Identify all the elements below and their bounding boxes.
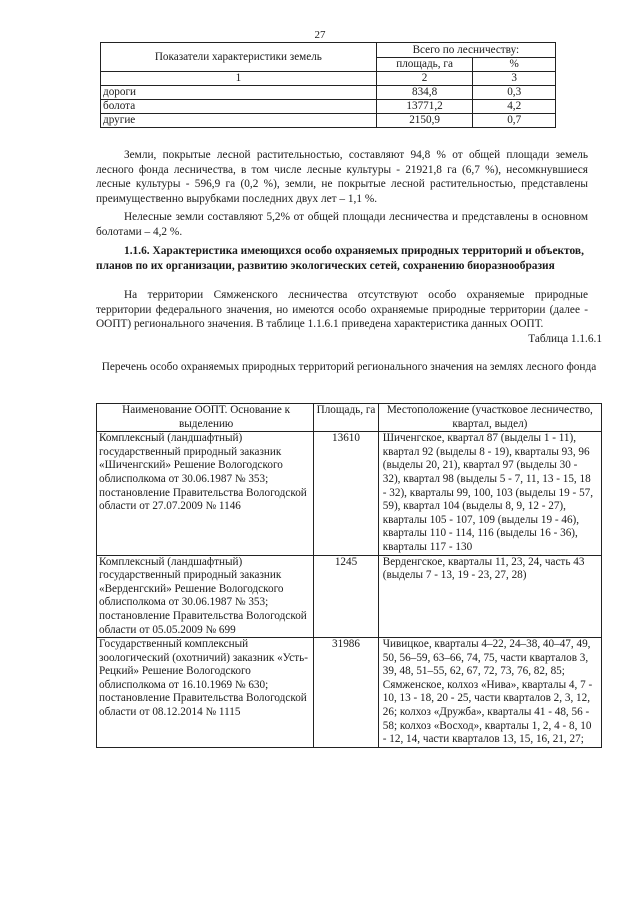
row-name: другие (101, 114, 377, 128)
table1-header-pct: % (473, 58, 556, 72)
table-row (97, 555, 602, 638)
table-row (101, 86, 556, 100)
oopt-name: Комплексный (ландшафтный) государственный природный заказник «Шиченгский» Решение Вологодского облисполкома от 30.06.1987 № 353; постановление Правительства Вологодской области от 27.07.2009 № 1146 (97, 432, 314, 555)
oopt-location: Верденгское, кварталы 11, 23, 24, часть 43 (выделы 7 - 13, 19 - 23, 27, 28) (378, 555, 601, 638)
table1-colnum-3: 3 (473, 72, 556, 86)
oopt-name: Государственный комплексный зоологический (охотничий) заказник «Усть-Рецкий» Решение Вологодского облисполкома от 16.10.1969 № 630; постановление Правительства Вологодской области от 08.12.2014 № 1115 (97, 638, 314, 748)
row-pct: 0,7 (473, 114, 556, 128)
row-name: дороги (101, 86, 377, 100)
oopt-header-name: Наименование ООПТ. Основание к выделению (97, 404, 314, 432)
table1-header-indicator: Показатели характеристики земель (101, 43, 377, 72)
paragraph-nonforest (96, 210, 588, 239)
row-pct: 4,2 (473, 100, 556, 114)
table-label: Таблица 1.1.6.1 (528, 333, 602, 345)
land-characteristics-table (100, 42, 556, 128)
table-caption: Перечень особо охраняемых природных территорий регионального значения на землях лесного фонда (101, 361, 597, 373)
paragraph-oopt-intro (96, 288, 588, 332)
oopt-location: Шиченгское, квартал 87 (выделы 1 - 11), квартал 92 (выделы 8 - 19), кварталы 93, 96 (выделы 20, 21), квартал 97 (выделы 30 - 32), квартал 98 (выделы 5 - 7, 11, 13 - 15, 18 - 32), кварталы 99, 100, 103 (выделы 19 - 57, 59), квартал 104 (выделы 8, 9, 12 - 27), кварталы 105 - 107, 109 (выделы 19 - 46), кварталы 110 - 114, 116 (выделы 16 - 36), кварталы 117 - 130 (378, 432, 601, 555)
oopt-header-location: Местоположение (участковое лесничество, квартал, выдел) (378, 404, 601, 432)
table1-header-area: площадь, га (376, 58, 473, 72)
oopt-area: 1245 (314, 555, 379, 638)
oopt-location: Чивицкое, кварталы 4–22, 24–38, 40–47, 49, 50, 56–59, 63–66, 74, 75, части кварталов 3, 39, 48, 51–55, 62, 67, 72, 73, 76, 82, 85; Сямженское, колхоз «Нива», кварталы 4, 7 - 10, 13 - 18, 20 - 25, части кварталов 2, 3, 12, 26; колхоз «Дружба», кварталы 41 - 48, 56 - 58; колхоз «Восход», кварталы 1, 2, 4 - 8, 10 - 12, 14, части кварталов 13, 15, 16, 21, 27; (378, 638, 601, 748)
oopt-table (96, 403, 602, 748)
section-heading-text: 1.1.6. Характеристика имеющихся особо охраняемых природных территорий и объектов, планов по их организации, развитию экологических сетей, сохранению биоразнообразия (96, 245, 584, 272)
table1-colnum-2: 2 (376, 72, 473, 86)
row-area: 13771,2 (376, 100, 473, 114)
row-pct: 0,3 (473, 86, 556, 100)
paragraph-forest-cover (96, 148, 588, 206)
paragraph-text: Земли, покрытые лесной растительностью, составляют 94,8 % от общей площади земель лесного фонда лесничества, в том числе лесные культуры - 21921,8 га (6,7 %), несомкнувшиеся лесные культуры - 596,9 га (0,2 %), земли, не покрытые лесной растительностью, представлены преимущественно вырубками последних двух лет – 1,1 %. (96, 149, 588, 205)
table-row (97, 638, 602, 748)
oopt-area: 31986 (314, 638, 379, 748)
table-row (101, 100, 556, 114)
row-name: болота (101, 100, 377, 114)
oopt-name: Комплексный (ландшафтный) государственный природный заказник «Верденгский» Решение Вологодского облисполкома от 30.06.1987 № 353; постановление Правительства Вологодской области от 05.05.2009 № 699 (97, 555, 314, 638)
paragraph-text: Нелесные земли составляют 5,2% от общей площади лесничества и представлены в основном болотами – 4,2 %. (96, 211, 588, 238)
page-number: 27 (314, 29, 326, 41)
table-row (97, 432, 602, 555)
table1-header-group: Всего по лесничеству: (376, 43, 555, 58)
section-heading (96, 244, 606, 273)
oopt-area: 13610 (314, 432, 379, 555)
oopt-header-area: Площадь, га (314, 404, 379, 432)
paragraph-text: На территории Сямженского лесничества отсутствуют особо охраняемые природные территории федерального значения, но имеются особо охраняемые природные территории (далее - ООПТ) регионального значения. В таблице 1.1.6.1 приведена характеристика данных ООПТ. (96, 289, 588, 331)
row-area: 2150,9 (376, 114, 473, 128)
row-area: 834,8 (376, 86, 473, 100)
table1-colnum-1: 1 (101, 72, 377, 86)
table-row (101, 114, 556, 128)
